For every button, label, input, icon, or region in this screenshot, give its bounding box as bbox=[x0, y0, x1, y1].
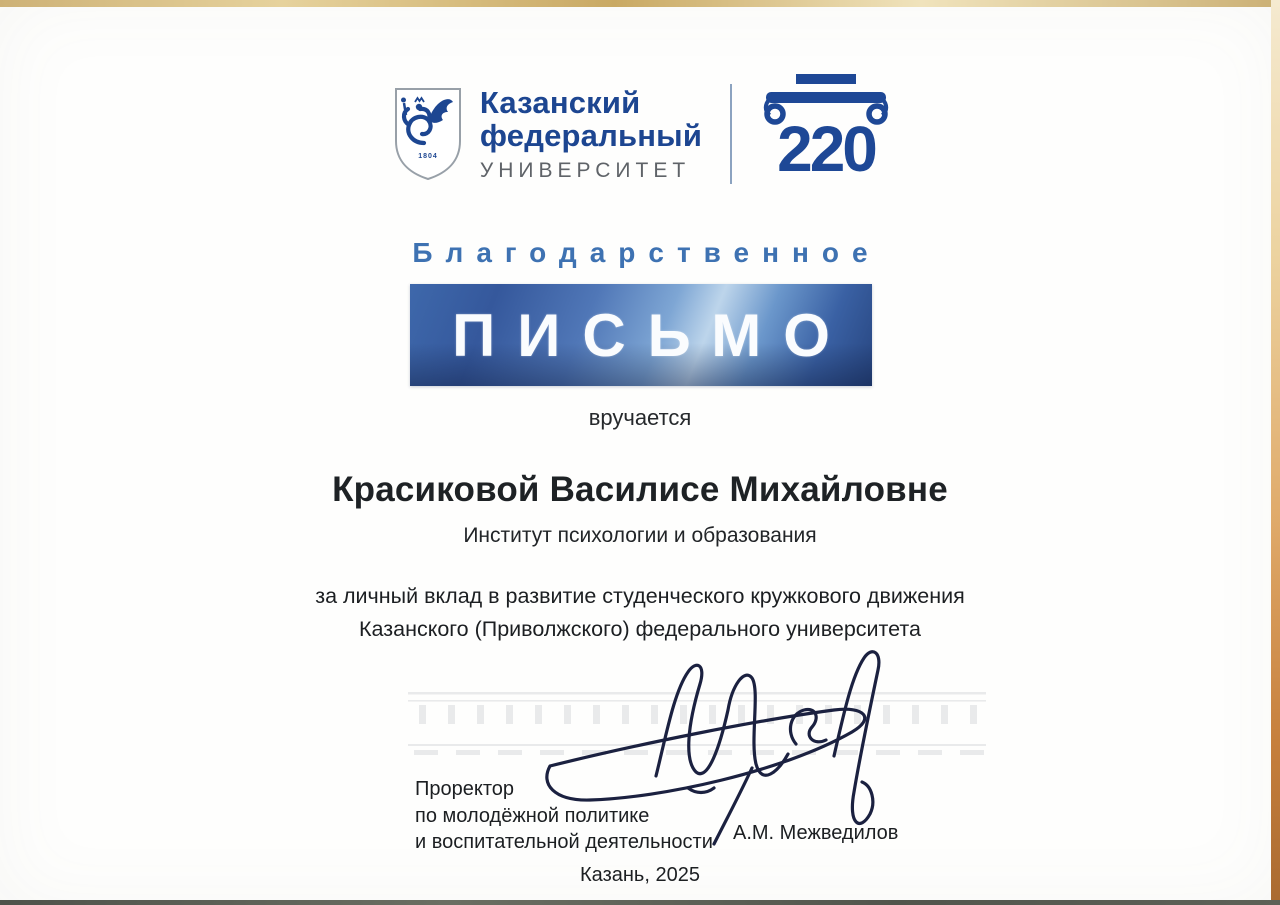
citation-line1: за личный вклад в развитие студенческого кружкового движения bbox=[315, 584, 965, 608]
emblem-year-label: 1804 bbox=[418, 153, 438, 160]
frame-top-edge bbox=[0, 0, 1280, 7]
presented-label: вручается bbox=[588, 405, 692, 430]
university-name-line3: УНИВЕРСИТЕТ bbox=[479, 158, 691, 182]
signatory-position-line1: Проректор bbox=[415, 778, 515, 800]
certificate-title-word1: Благодарственное bbox=[412, 237, 881, 268]
place-and-year: Казань, 2025 bbox=[580, 864, 700, 886]
frame-bottom-edge bbox=[0, 900, 1280, 905]
citation-line2: Казанского (Приволжского) федерального университета bbox=[359, 617, 921, 641]
signatory-position-line2: по молодёжной политике bbox=[415, 804, 650, 827]
university-name-line1: Казанский bbox=[479, 84, 641, 120]
logo-divider bbox=[730, 84, 732, 184]
anniversary-220-icon bbox=[762, 72, 890, 196]
university-emblem-icon bbox=[390, 85, 466, 183]
recipient-name: Красиковой Василисе Михайловне bbox=[332, 470, 948, 509]
anniversary-number: 220 bbox=[777, 113, 876, 185]
citation-text bbox=[0, 580, 1280, 646]
signatory-position-line3: и воспитательной деятельности bbox=[415, 831, 713, 853]
signatory-position bbox=[415, 776, 713, 856]
university-wordmark bbox=[480, 86, 702, 183]
certificate-title-word2: ПИСЬМО bbox=[452, 301, 852, 369]
recipient-institute: Институт психологии и образования bbox=[463, 524, 817, 547]
title-banner bbox=[410, 284, 872, 386]
signatory-name: А.М. Межведилов bbox=[733, 822, 899, 844]
header-logo-group bbox=[0, 72, 1280, 196]
university-name-line2: федеральный bbox=[479, 117, 703, 153]
